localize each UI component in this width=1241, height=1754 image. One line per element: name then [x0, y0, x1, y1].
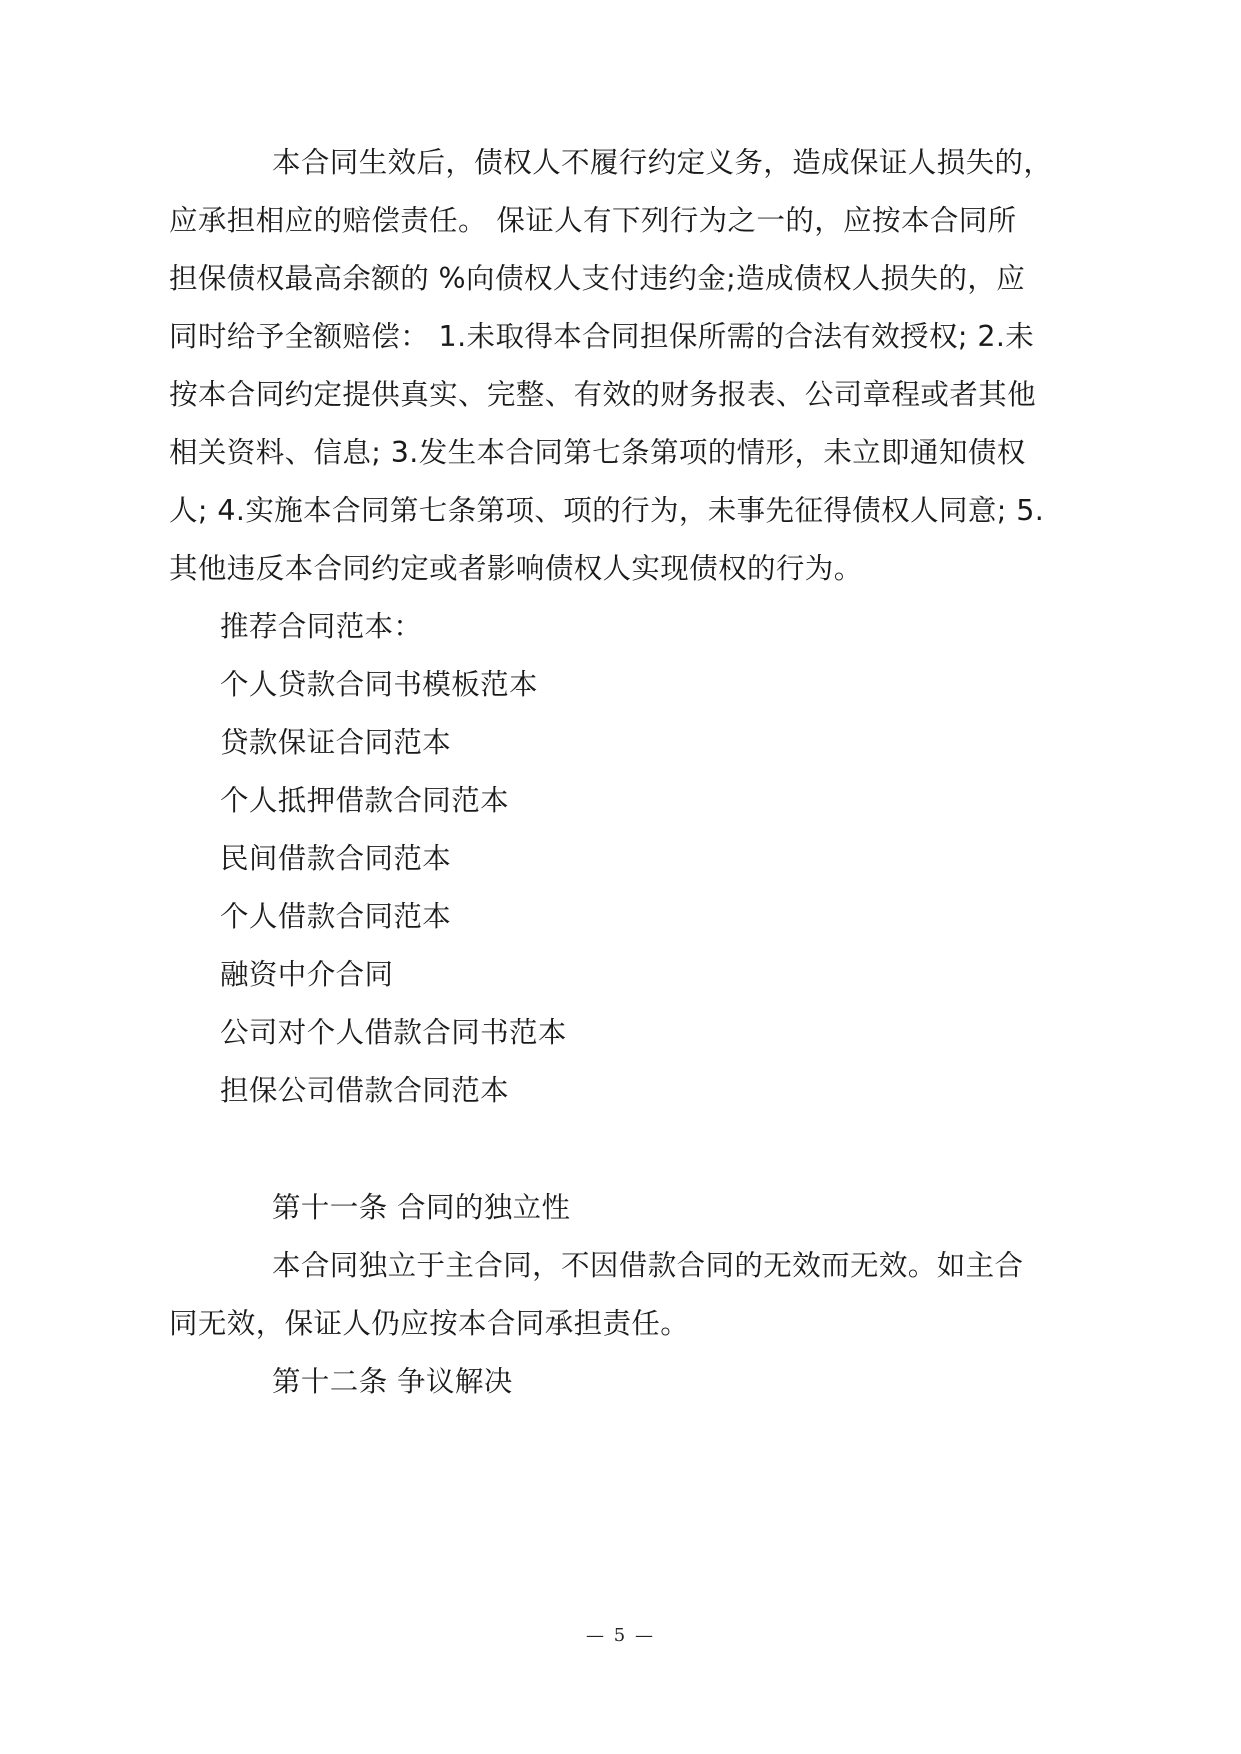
article-line: 本合同独立于主合同，不因借款合同的无效而无效。如主合 [272, 1249, 1024, 1282]
recommend-heading: 推荐合同范本： [220, 610, 423, 643]
recommend-item: 公司对个人借款合同书范本 [220, 1016, 567, 1049]
paragraph-line: 担保债权最高余额的 %向债权人支付违约金;造成债权人损失的，应 [169, 262, 1026, 295]
recommend-item: 担保公司借款合同范本 [220, 1074, 510, 1107]
recommend-item: 贷款保证合同范本 [220, 726, 452, 759]
recommend-item: 个人借款合同范本 [220, 900, 452, 933]
paragraph-line: 按本合同约定提供真实、完整、有效的财务报表、公司章程或者其他 [169, 378, 1037, 411]
recommend-item: 个人贷款合同书模板范本 [220, 668, 538, 701]
paragraph-line: 本合同生效后，债权人不履行约定义务，造成保证人损失的， [272, 146, 1053, 179]
paragraph-line: 其他违反本合同约定或者影响债权人实现债权的行为。 [169, 552, 863, 585]
recommend-item: 融资中介合同 [220, 958, 394, 991]
article-title: 第十二条 争议解决 [272, 1365, 513, 1398]
article-line: 同无效，保证人仍应按本合同承担责任。 [169, 1307, 690, 1340]
page-number: — 5 — [586, 1625, 655, 1646]
paragraph-line: 应承担相应的赔偿责任。 保证人有下列行为之一的，应按本合同所 [169, 204, 1017, 237]
paragraph-line: 人; 4.实施本合同第七条第项、项的行为，未事先征得债权人同意; 5. [169, 494, 1045, 527]
paragraph-line: 相关资料、信息; 3.发生本合同第七条第项的情形，未立即通知债权 [169, 436, 1026, 469]
recommend-item: 民间借款合同范本 [220, 842, 452, 875]
paragraph-line: 同时给予全额赔偿： 1.未取得本合同担保所需的合法有效授权; 2.未 [169, 320, 1035, 353]
article-title: 第十一条 合同的独立性 [272, 1191, 571, 1224]
recommend-item: 个人抵押借款合同范本 [220, 784, 510, 817]
